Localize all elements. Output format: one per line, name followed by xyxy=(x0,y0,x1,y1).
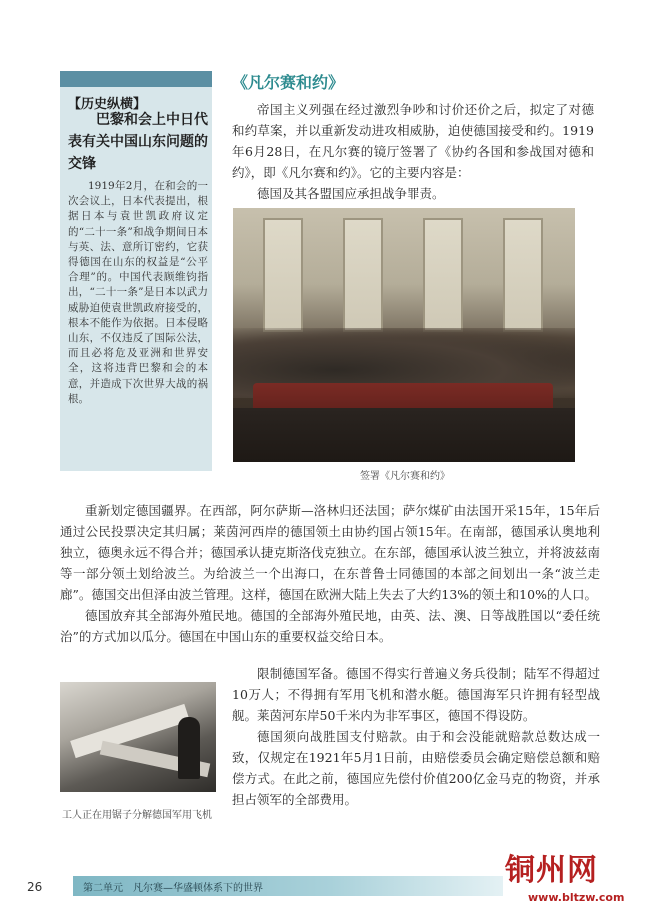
airplane-dismantling-photo xyxy=(60,682,216,792)
body-text-right xyxy=(232,663,600,810)
watermark-logo: 铜州网 xyxy=(505,853,598,888)
painting-caption: 签署《凡尔赛和约》 xyxy=(360,471,450,482)
intro-text xyxy=(232,99,594,204)
footer-unit-text: 第二单元 凡尔赛—华盛顿体系下的世界 xyxy=(83,883,263,894)
sidebar-tag: 【历史纵横】 xyxy=(68,97,147,112)
body-paragraph: 德国放弃其全部海外殖民地。德国的全部海外殖民地，由英、法、澳、日等战胜国以“委任统治”的方式加以瓜分。德国在中国山东的重要权益交给日本。 xyxy=(60,608,600,644)
intro-paragraph: 帝国主义列强在经过激烈争吵和讨价还价之后，拟定了对德和约草案，并以重新发动进攻相威胁，迫使德国接受和约。1919年6月28日，在凡尔赛的镜厅签署了《协约各国和参战国对德和约》，即《凡尔赛和约》。它的主要内容是： xyxy=(232,102,594,180)
sidebar-header-bar xyxy=(60,71,212,87)
watermark-url: www.bltzw.com xyxy=(528,891,625,904)
painting-window xyxy=(263,218,303,332)
photo-caption: 工人正在用锯子分解德国军用飞机 xyxy=(62,810,212,821)
painting-window xyxy=(343,218,383,332)
intro-paragraph: 德国及其各盟国应承担战争罪责。 xyxy=(257,186,445,201)
treaty-signing-painting xyxy=(233,208,575,462)
sidebar-body: 1919年2月，在和会的一次会议上，日本代表提出，根据日本与袁世凯政府议定的“二十一条”和战争期间日本与英、法、意所订密约，它获得德国在山东的权益是“公平合理”的。中国代表顾维钧指出，“二十一条”是日本以武力威胁迫使袁世凯政府接受的，根本不能作为依据。日本侵略山东，不仅违反了国际公法，而且必将危及亚洲和世界安全，这将违背巴黎和会的本意，并造成下次世界大战的祸根。 xyxy=(68,180,208,405)
sidebar-title: 巴黎和会上中日代表有关中国山东问题的交锋 xyxy=(68,112,208,172)
history-sidebar-box xyxy=(60,71,212,471)
photo-worker xyxy=(178,717,200,779)
page-number: 26 xyxy=(27,880,43,894)
body-paragraph: 德国须向战胜国支付赔款。由于和会没能就赔款总数达成一致，仅规定在1921年5月1日前，由赔偿委员会确定赔偿总额和赔偿方式。在此之前，德国应先偿付价值200亿金马克的物资，并承担占领军的全部费用。 xyxy=(232,729,600,807)
body-text-full xyxy=(60,500,600,647)
section-title: 《凡尔赛和约》 xyxy=(232,73,345,92)
painting-window xyxy=(423,218,463,332)
painting-window xyxy=(503,218,543,332)
body-paragraph: 重新划定德国疆界。在西部，阿尔萨斯—洛林归还法国；萨尔煤矿由法国开采15年，15年后通过公民投票决定其归属；莱茵河西岸的德国领土由协约国占领15年。在南部，德国承认奥地利独立，德奥永远不得合并；德国承认捷克斯洛伐克独立。在东部，德国承认波兰独立，并将波兹南等一部分领土划给波兰。为给波兰一个出海口，在东普鲁士同德国的本部之间划出一条“波兰走廊”。德国交出但泽由波兰管理。这样，德国在欧洲大陆上失去了大约13%的领土和10%的人口。 xyxy=(60,503,600,602)
painting-foreground xyxy=(233,408,575,462)
body-paragraph: 限制德国军备。德国不得实行普遍义务兵役制；陆军不得超过10万人；不得拥有军用飞机和潜水艇。德国海军只许拥有轻型战舰。莱茵河东岸50千米内为非军事区，德国不得设防。 xyxy=(232,666,600,723)
